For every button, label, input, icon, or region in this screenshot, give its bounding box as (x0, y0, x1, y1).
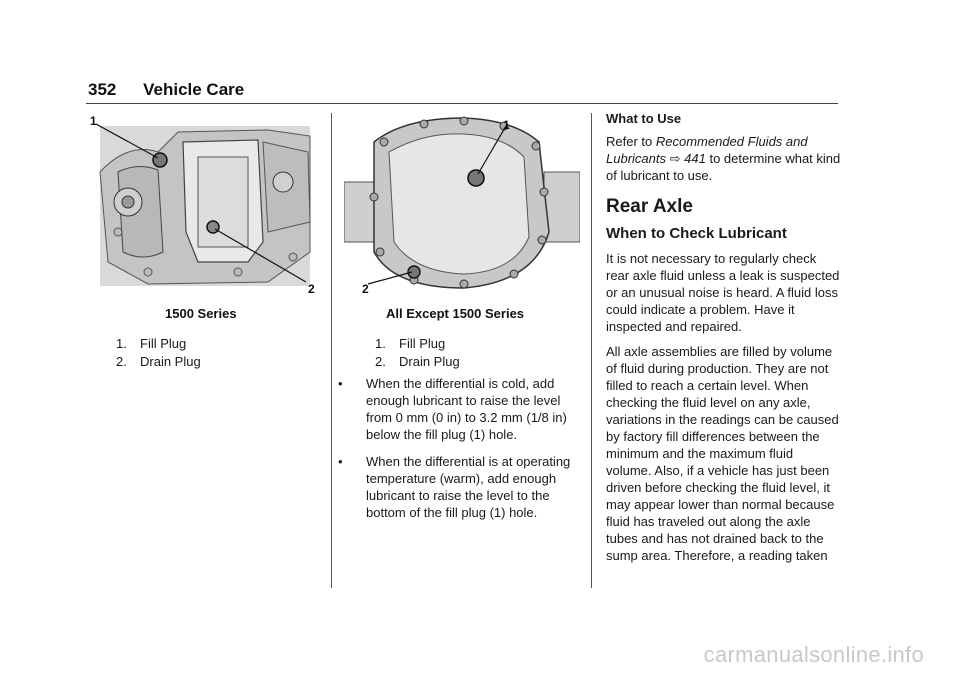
rear-axle-1500-illustration (88, 112, 322, 300)
list-item: • When the differential is cold, add enough lubricant to raise the level from 0 mm (0 in) to 3.2 mm (1/8 in) below the fill plug (1) hole. (338, 376, 567, 442)
what-to-use-text: Refer to Recommended Fluids and Lubricants ⇨ 441 to determine what kind of lubricant to use. (606, 134, 841, 183)
instruction-bullets (338, 375, 578, 531)
right-column (606, 110, 842, 572)
callout-1: 1 (90, 114, 97, 128)
paragraph: All axle assemblies are filled by volume of fluid during production. They are not filled to reach a certain level. When checking the fluid level on any axle, variations in the readings can be caused by factory fill differences between the minimum and the maximum fluid volume. Also, if a vehicle has just been driven before checking the fluid level, it may appear lower than normal because fluid has traveled out along the axle tubes and has not drained back to the sump area. Therefore, a reading taken (606, 344, 839, 563)
page-header (88, 80, 244, 100)
callout-2: 2 (362, 282, 369, 296)
figure-caption: All Except 1500 Series (386, 306, 525, 321)
page-ref-icon: ⇨ (669, 151, 681, 166)
list-item: 2. Drain Plug (116, 354, 201, 369)
rear-axle-heading: Rear Axle (606, 196, 693, 217)
column-divider (331, 113, 332, 588)
callout-1: 1 (503, 118, 510, 132)
cross-reference-link[interactable]: Recommended Fluids and Lubricants (606, 134, 808, 166)
callout-2: 2 (308, 282, 315, 296)
list-item: 1. Fill Plug (375, 336, 446, 351)
section-title: Vehicle Care (143, 80, 245, 99)
list-item: 1. Fill Plug (116, 336, 187, 351)
check-lubricant-heading: When to Check Lubricant (606, 225, 787, 242)
paragraph: It is not necessary to regularly check rear axle fluid unless a leak is suspected or an unusual noise is heard. A fluid loss could indicate a problem. Have it inspected and repaired. (606, 251, 840, 334)
header-rule (86, 103, 838, 104)
list-item: • When the differential is at operating temperature (warm), add enough lubricant to raise the level to the bottom of the fill plug (1) hole. (338, 454, 571, 520)
rear-axle-cover-illustration (344, 112, 580, 298)
callout-legend (375, 335, 460, 371)
callout-legend (116, 335, 201, 371)
watermark: carmanualsonline.info (703, 642, 924, 667)
what-to-use-heading: What to Use (606, 111, 682, 126)
page-number: 352 (88, 80, 117, 99)
figure-caption: 1500 Series (165, 306, 237, 321)
column-divider (591, 113, 592, 588)
list-item: 2. Drain Plug (375, 354, 460, 369)
page-reference[interactable]: 441 (684, 151, 706, 166)
